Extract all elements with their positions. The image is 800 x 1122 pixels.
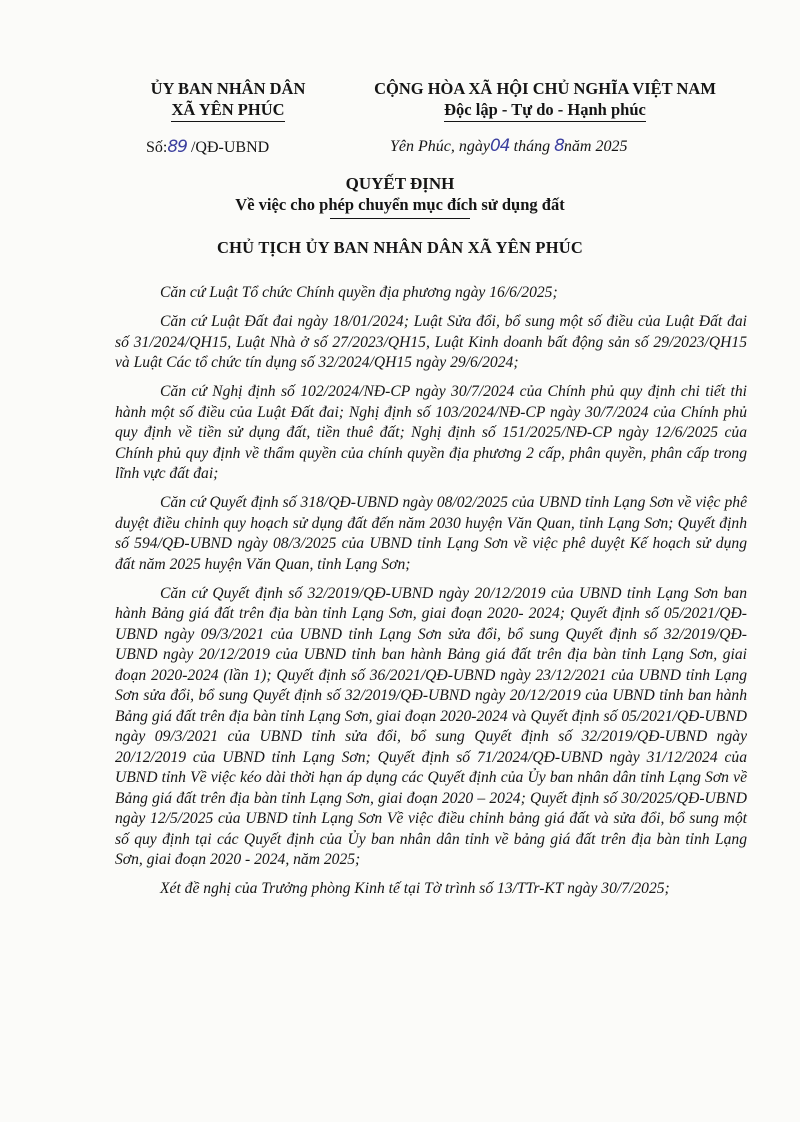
number-suffix: /QĐ-UBND [190,139,270,156]
document-subtitle: Về việc cho phép chuyển mục đích sử dụng đất [235,195,565,214]
motto-line: Độc lập - Tự do - Hạnh phúc [444,99,646,122]
document-title: QUYẾT ĐỊNH [345,174,455,193]
agency-line-1: ỦY BAN NHÂN DÂN [150,79,306,98]
basis-paragraph: Căn cứ Luật Đất đai ngày 18/01/2024; Luật Sửa đổi, bổ sung một số điều của Luật Đất đai số 31/2024/QH15, Luật Nhà ở số 27/2023/QH15, Luật Kinh doanh bất động sản số 29/2023/QH15 và Luật Các tổ chức tín dụng số 32/2024/QH15 ngày 29/6/2024; [115,313,747,371]
proposal-paragraph: Xét đề nghị của Trưởng phòng Kinh tế tại Tờ trình số 13/TTr-KT ngày 30/7/2025; [160,880,670,897]
basis-paragraph: Căn cứ Luật Tổ chức Chính quyền địa phương ngày 16/6/2025; [160,284,558,301]
title-divider [330,218,470,219]
issuing-authority: CHỦ TỊCH ỦY BAN NHÂN DÂN XÃ YÊN PHÚC [217,238,583,257]
document-body [115,283,747,908]
document-date [390,136,627,156]
basis-paragraph: Căn cứ Quyết định số 32/2019/QĐ-UBND ngày 20/12/2019 của UBND tỉnh Lạng Sơn ban hành Bảng giá đất trên địa bàn tỉnh Lạng Sơn, giai đoạn 2020- 2024; Quyết định số 05/2021/QĐ-UBND ngày 09/3/2021 của UBND tỉnh Lạng Sơn sửa đổi, bổ sung Quyết định số 32/2019/QĐ-UBND ngày 20/12/2019 của UBND tỉnh ban hành Bảng giá đất trên địa bàn tỉnh Lạng Sơn, giai đoạn 2020-2024 (lần 1); Quyết định số 36/2021/QĐ-UBND ngày 23/12/2021 của UBND tỉnh Lạng Sơn sửa đổi, bổ sung Quyết định số 32/2019/QĐ-UBND ngày 20/12/2019 của UBND tỉnh ban hành Bảng giá đất trên địa bàn tỉnh Lạng Sơn, giai đoạn 2020-2024 và Quyết định số 05/2021/QĐ-UBND ngày 09/3/2021 của UBND tỉnh sửa đổi, bổ sung Quyết định số 32/2019/QĐ-UBND ngày 20/12/2019 của UBND tỉnh Lạng Sơn; Quyết định số 71/2024/QĐ-UBND ngày 31/12/2024 của UBND tỉnh Về việc kéo dài thời hạn áp dụng các Quyết định của Ủy ban nhân dân tỉnh Lạng Sơn về Bảng giá đất trên địa bàn tỉnh Lạng Sơn, giai đoạn 2020 – 2024; Quyết định số 30/2025/QĐ-UBND ngày 12/5/2025 của UBND tỉnh Lạng Sơn Về việc điều chỉnh bảng giá đất và sửa đổi, bổ sung một số quy định tại các Quyết định của Ủy ban nhân dân tỉnh về bảng giá đất trên địa bàn tỉnh Lạng Sơn, giai đoạn 2020 - 2024, năm 2025; [115,584,747,868]
handwritten-month: 8 [554,136,564,156]
document-number [146,137,269,157]
issuing-agency [118,78,338,122]
handwritten-number: 89 [167,137,187,157]
date-month-label: tháng [513,138,551,155]
basis-paragraph: Căn cứ Nghị định số 102/2024/NĐ-CP ngày 30/7/2024 của Chính phủ quy định chi tiết thi hành một số điều của Luật Đất đai; Nghị định số 103/2024/NĐ-CP ngày 30/7/2024 của Chính phủ quy định về tiền sử dụng đất, tiền thuê đất; Nghị định số 151/2025/NĐ-CP ngày 12/6/2025 của Chính phủ quy định về thẩm quyền của chính quyền địa phương 2 cấp, phân quyền, phân cấp trong lĩnh vực đất đai; [115,383,747,482]
basis-paragraph: Căn cứ Quyết định số 318/QĐ-UBND ngày 08/02/2025 của UBND tỉnh Lạng Sơn về việc phê duyệt điều chỉnh quy hoạch sử dụng đất đến năm 2030 huyện Văn Quan, tỉnh Lạng Sơn; Quyết định số 594/QĐ-UBND ngày 08/3/2025 của UBND tỉnh Lạng Sơn về việc phê duyệt Kế hoạch sử dụng đất năm 2025 huyện Văn Quan, tỉnh Lạng Sơn; [115,494,747,573]
number-prefix: Số: [146,139,168,156]
agency-line-2: XÃ YÊN PHÚC [171,99,284,122]
date-place: Yên Phúc, ngày [390,138,490,155]
handwritten-day: 04 [489,136,510,156]
date-year: năm 2025 [563,138,628,155]
national-motto [350,78,740,122]
nation-name: CỘNG HÒA XÃ HỘI CHỦ NGHĨA VIỆT NAM [374,79,716,98]
